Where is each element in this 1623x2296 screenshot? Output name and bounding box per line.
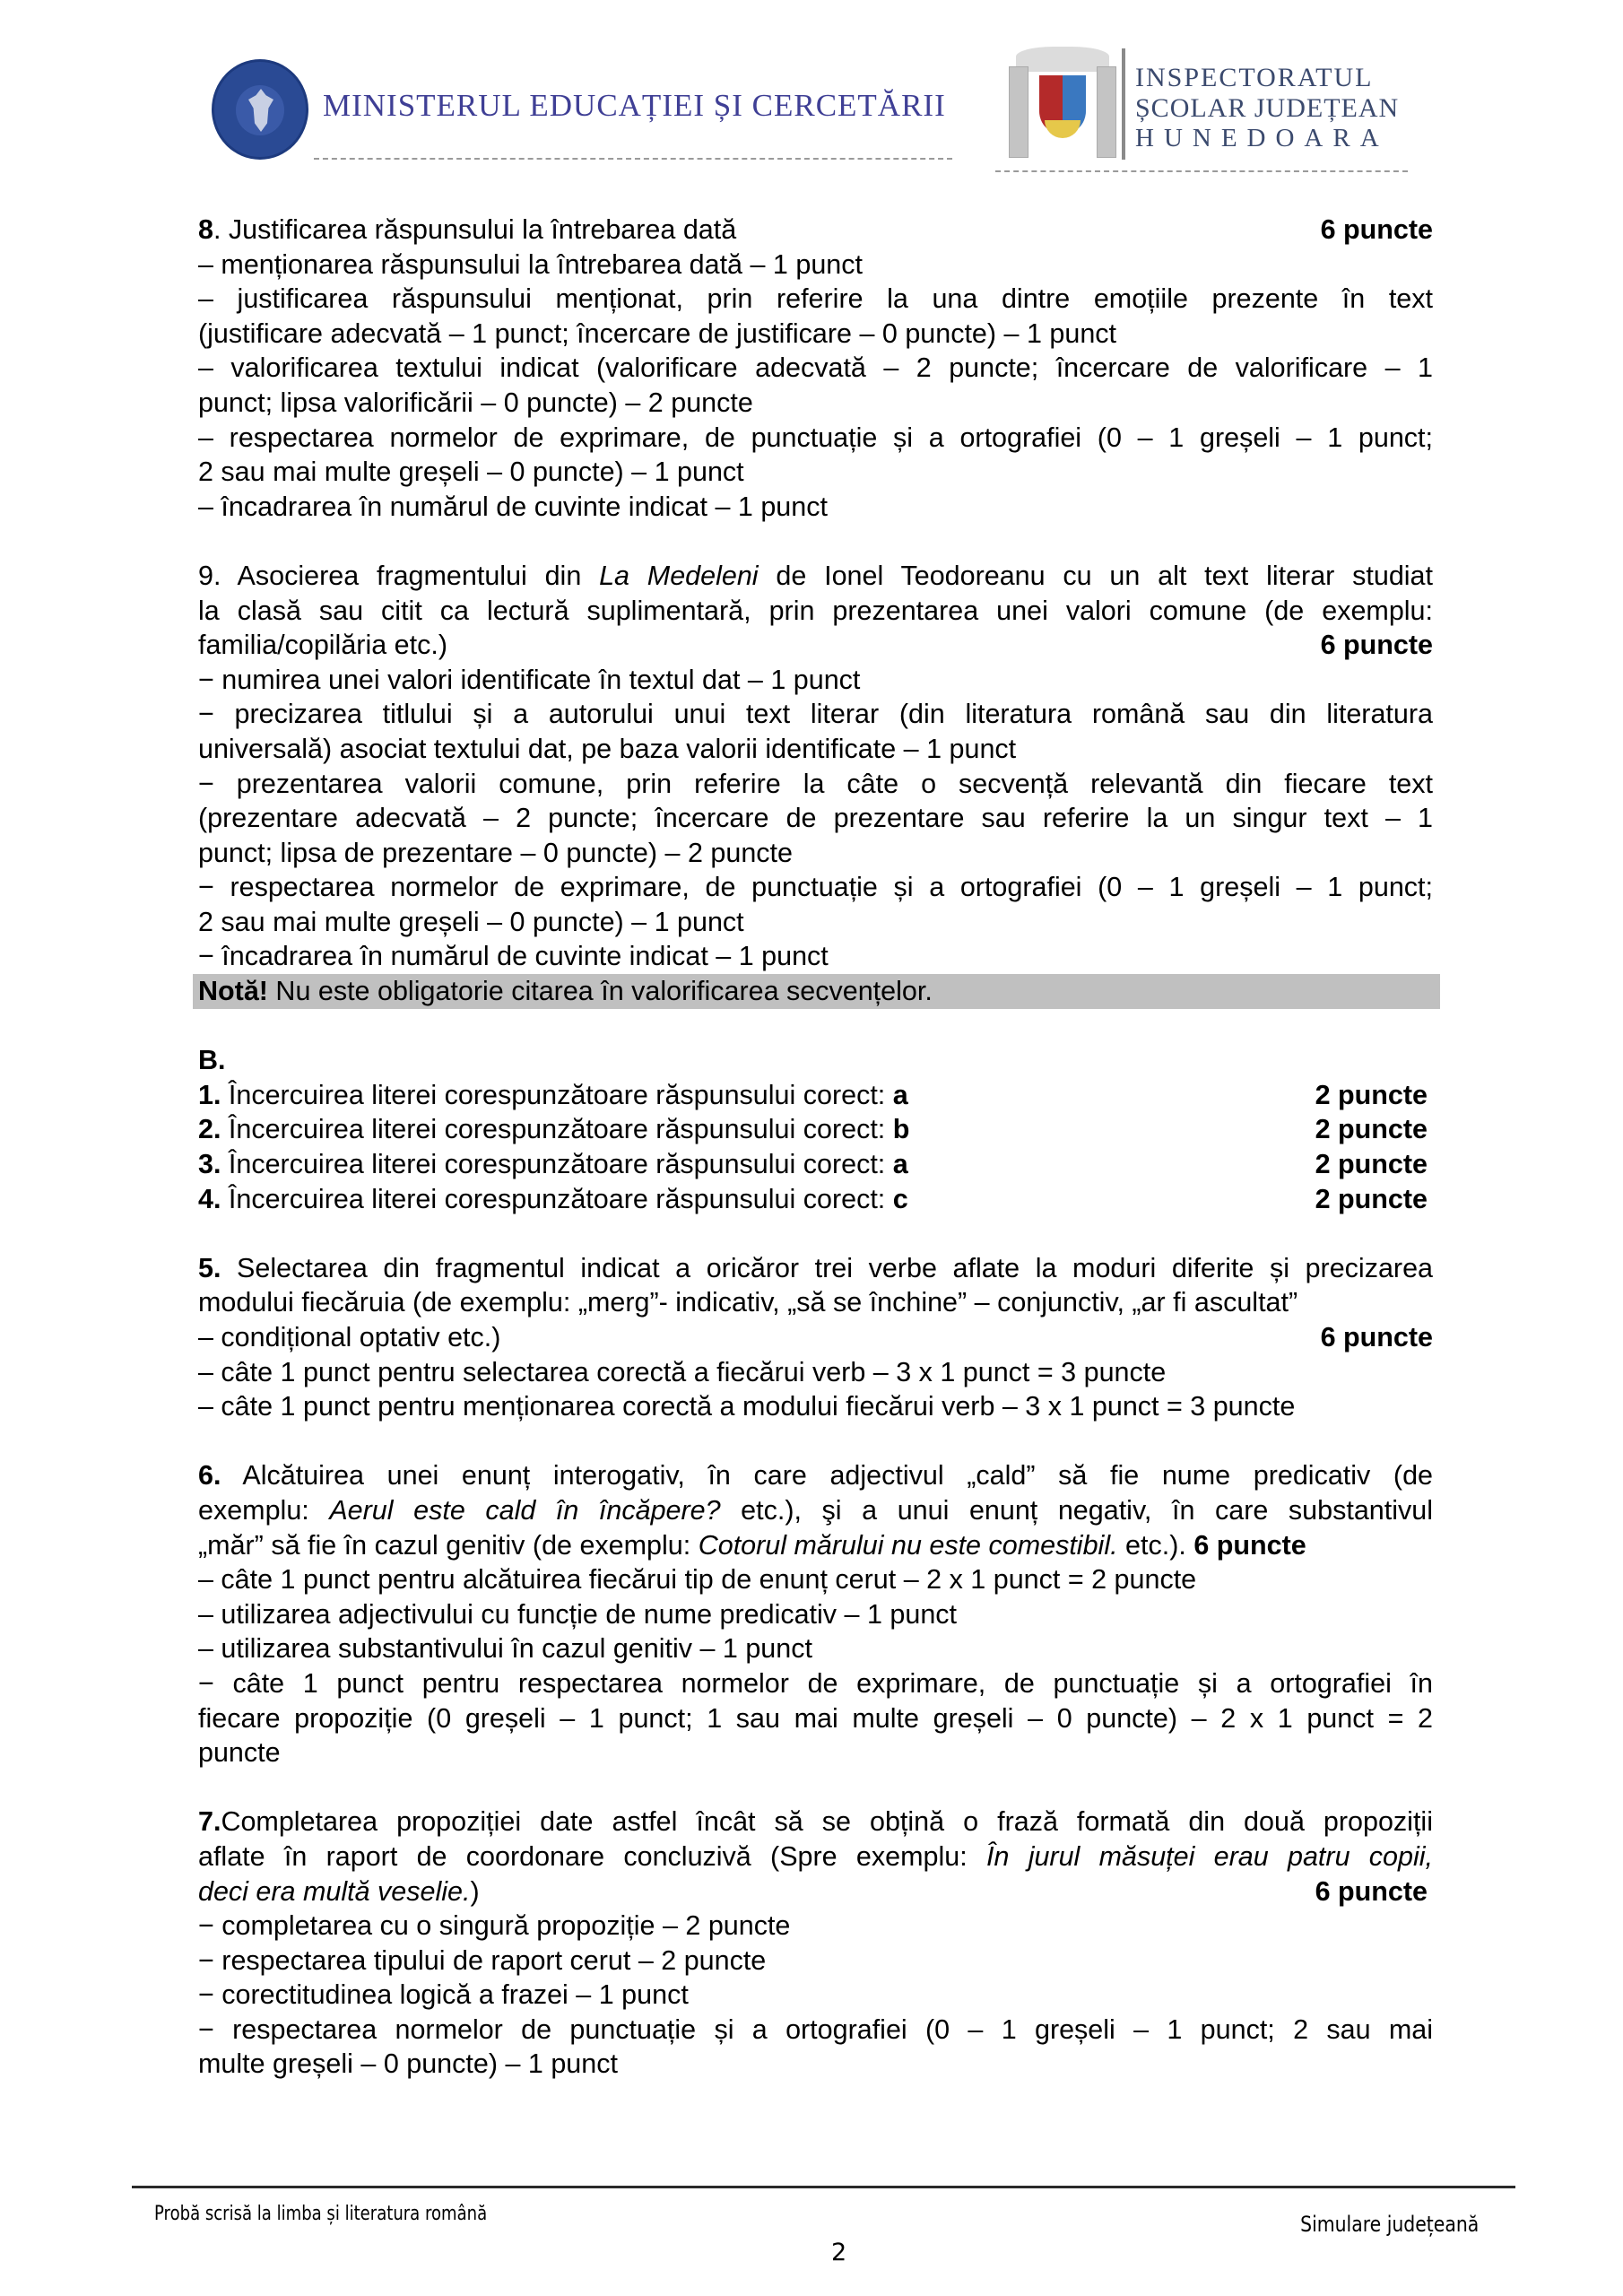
item8-criterion: – justificarea răspunsului menționat, prin referire la una dintre emoțiile prezente în text <box>198 283 1433 315</box>
item9-criterion: (prezentare adecvată – 2 puncte; încercare de prezentare sau referire la un singur text – 1 <box>198 803 1433 834</box>
mc-item-answer: a <box>892 1079 908 1110</box>
footer-exam-type: Simulare județeană <box>1299 2212 1479 2237</box>
b7-number: 7. <box>198 1806 221 1838</box>
mc-item-text: Încercuirea literei corespunzătoare răspunsului corect: <box>221 1114 893 1145</box>
b7-title-line3 <box>198 1874 1433 1909</box>
page-header <box>0 0 1623 179</box>
item9-title-line2: la clasă sau citit ca lectură suplimentară, prin prezentarea unei valori comune (de exemplu: <box>198 595 1433 626</box>
item9-criterion: punct; lipsa de prezentare – 0 puncte) – 2 puncte <box>198 837 793 868</box>
b6-example: Aerul este cald în încăpere? <box>329 1494 721 1526</box>
b5-title-line2: modului fiecăruia (de exemplu: „merg”- indicativ, „să se închine” – conjunctiv, „ar fi ascultat” <box>198 1287 1298 1318</box>
item9-criterion: − prezentarea valorii comune, prin referire la câte o secvență relevantă din fiecare text <box>198 768 1433 799</box>
item9-text: de Ionel Teodoreanu cu un alt text literar studiat <box>758 560 1433 591</box>
open-book-icon <box>1016 47 1109 72</box>
b7-criterion: multe greșeli – 0 puncte) – 1 punct <box>198 2048 618 2080</box>
b7-example: În jurul măsuței erau patru copii, <box>985 1840 1434 1872</box>
item8-number: 8 <box>198 214 213 245</box>
b7-criterion: − respectarea normelor de punctuație și a ortografiei (0 – 1 greșeli – 1 punct; 2 sau mai <box>198 2013 1433 2045</box>
header-divider-right <box>995 170 1408 172</box>
item8-criterion: – respectarea normelor de exprimare, de punctuație și a ortografiei (0 – 1 greșeli – 1 punct; <box>198 422 1433 453</box>
item8-criterion: – valorificarea textului indicat (valorificare adecvată – 2 puncte; încercare de valorificare – 1 <box>198 352 1433 384</box>
b6-criterion: – utilizarea substantivului în cazul genitiv – 1 punct <box>198 1633 812 1665</box>
section-b-heading <box>198 1043 1433 1078</box>
b5-number: 5. <box>198 1252 221 1283</box>
column-right-icon <box>1097 66 1116 158</box>
mc-item <box>198 1182 1433 1217</box>
b5-points: 6 puncte <box>1320 1322 1433 1352</box>
footer-exam-title: Probă scrisă la limba și literatura română <box>154 2203 488 2225</box>
mc-item <box>198 1078 1433 1113</box>
b6-criterion: – câte 1 punct pentru alcătuirea fiecărui tip de enunț cerut – 2 x 1 punct = 2 puncte <box>198 1564 1197 1596</box>
mc-item-answer: b <box>892 1114 910 1145</box>
b7-text: aflate în raport de coordonare concluzivă (Spre exemplu: <box>198 1840 986 1872</box>
footer-divider <box>132 2186 1515 2188</box>
inspectorate-logo-icon <box>1009 47 1116 161</box>
b7-text: Completarea propoziției date astfel încât să se obțină o frază formată din două propoziții <box>221 1806 1433 1838</box>
b6-text: etc.), şi a unui enunț negativ, în care substantivul <box>720 1494 1433 1526</box>
b5-criterion: – câte 1 punct pentru menționarea corectă a modului fiecărui verb – 3 x 1 punct = 3 puncte <box>198 1391 1296 1422</box>
page-number: 2 <box>831 2239 847 2266</box>
mc-item-text: Încercuirea literei corespunzătoare răspunsului corect: <box>221 1183 893 1214</box>
logo-separator <box>1122 48 1125 160</box>
b6-title-line1 <box>198 1458 1433 1493</box>
note-text: Nu este obligatorie citarea în valorificarea secvențelor. <box>267 976 933 1007</box>
b6-title-line2 <box>198 1493 1433 1528</box>
b6-criterion: fiecare propoziție (0 greșeli – 1 punct; 1 sau mai multe greșeli – 0 puncte) – 2 x 1 punct = 2 <box>198 1702 1433 1734</box>
item8-criterion: – menționarea răspunsului la întrebarea dată – 1 punct <box>198 248 863 280</box>
b7-criterion: − respectarea tipului de raport cerut – 2 puncte <box>198 1944 767 1976</box>
mc-item-points: 2 puncte <box>1315 1114 1428 1145</box>
mc-item-number: 2. <box>198 1114 221 1145</box>
mc-item-number: 3. <box>198 1149 221 1180</box>
mc-item-text: Încercuirea literei corespunzătoare răspunsului corect: <box>221 1079 893 1110</box>
mc-item-points: 2 puncte <box>1315 1149 1428 1180</box>
item8-criterion: (justificare adecvată – 1 punct; încercare de justificare – 0 puncte) – 1 punct <box>198 317 1117 349</box>
item8-criterion: 2 sau mai multe greșeli – 0 puncte) – 1 punct <box>198 457 744 488</box>
item9-criterion: − numirea unei valori identificate în textul dat – 1 punct <box>198 664 861 695</box>
mc-item-points: 2 puncte <box>1315 1183 1428 1214</box>
b6-title-line3 <box>198 1528 1433 1563</box>
item9-text: familia/copilăria etc.) <box>198 630 447 661</box>
book-title: La Medeleni <box>599 560 759 591</box>
b7-title-line1 <box>198 1805 1433 1839</box>
b6-text: exemplu: <box>198 1494 330 1526</box>
item8-criterion: – încadrarea în numărul de cuvinte indicat – 1 punct <box>198 491 828 522</box>
mc-item-number: 4. <box>198 1183 221 1214</box>
b7-criterion: − completarea cu o singură propoziție – 2 puncte <box>198 1910 791 1942</box>
b7-points: 6 puncte <box>1315 1875 1428 1907</box>
b7-title-line2 <box>198 1839 1433 1874</box>
inspectorate-name-line1: INSPECTORATUL <box>1135 63 1374 92</box>
item8-title-text: . Justificarea răspunsului la întrebarea dată <box>213 214 737 245</box>
item8-points: 6 puncte <box>1320 214 1433 245</box>
b6-criterion: – utilizarea adjectivului cu funcție de nume predicativ – 1 punct <box>198 1598 958 1630</box>
b6-criterion: puncte <box>198 1737 281 1769</box>
mc-item-number: 1. <box>198 1079 221 1110</box>
item9-criterion: universală) asociat textului dat, pe baza valorii identificate – 1 punct <box>198 733 1017 764</box>
romanian-government-seal-icon <box>212 59 308 160</box>
grading-scheme-body <box>198 213 1433 2082</box>
item8-criterion: punct; lipsa valorificării – 0 puncte) – 2 puncte <box>198 387 753 418</box>
mc-item-answer: c <box>892 1183 908 1214</box>
shield-base-icon <box>1045 120 1081 138</box>
mc-item-text: Încercuirea literei corespunzătoare răspunsului corect: <box>221 1149 893 1180</box>
b5-criterion: – câte 1 punct pentru selectarea corectă a fiecărui verb – 3 x 1 punct = 3 puncte <box>198 1356 1167 1387</box>
b6-text: Alcătuirea unei enunț interogativ, în care adjectivul „cald” să fie nume predicativ (de <box>221 1460 1433 1492</box>
b5-title-line3 <box>198 1320 1433 1355</box>
b6-number: 6. <box>198 1460 221 1492</box>
b6-example: Cotorul mărului nu este comestibil. <box>698 1529 1118 1561</box>
mc-item <box>198 1112 1433 1147</box>
b6-criterion: − câte 1 punct pentru respectarea normelor de exprimare, de punctuație și a ortografiei în <box>198 1667 1433 1699</box>
mc-item-answer: a <box>892 1149 908 1180</box>
column-left-icon <box>1009 66 1028 158</box>
b7-criterion: − corectitudinea logică a frazei – 1 punct <box>198 1979 689 2011</box>
mc-item-points: 2 puncte <box>1315 1079 1428 1110</box>
section-b-label: B. <box>198 1045 226 1076</box>
item9-criterion: − încadrarea în numărul de cuvinte indicat – 1 punct <box>198 941 829 972</box>
item8-title <box>198 213 1433 248</box>
item9-criterion: − respectarea normelor de exprimare, de punctuație și a ortografiei (0 – 1 greșeli – 1 punct; <box>198 872 1433 903</box>
b7-example: deci era multă veselie. <box>198 1875 471 1907</box>
b6-points: 6 puncte <box>1193 1529 1306 1561</box>
b5-title-line1 <box>198 1251 1433 1286</box>
item9-text: 9. Asocierea fragmentului din <box>198 560 600 591</box>
b5-text: Selectarea din fragmentul indicat a oricăror trei verbe aflate la moduri diferite și precizarea <box>221 1252 1433 1283</box>
b7-text: ) <box>470 1875 480 1907</box>
mc-item <box>198 1147 1433 1182</box>
ministry-name: MINISTERUL EDUCAȚIEI ȘI CERCETĂRII <box>323 88 946 123</box>
b6-text: „măr” să fie în cazul genitiv (de exemplu: <box>198 1529 699 1561</box>
item9-note <box>193 974 1440 1009</box>
header-divider-left <box>314 158 952 160</box>
item9-title-line3 <box>198 628 1433 663</box>
note-label: Notă! <box>198 976 268 1007</box>
item9-criterion: − precizarea titlului și a autorului unui text literar (din literatura română sau din literatura <box>198 699 1433 730</box>
item9-criterion: 2 sau mai multe greșeli – 0 puncte) – 1 punct <box>198 906 744 937</box>
item9-title-line1 <box>198 559 1433 594</box>
inspectorate-name-line3: HUNEDOARA <box>1135 124 1389 152</box>
inspectorate-name-line2: ȘCOLAR JUDEȚEAN <box>1135 93 1400 123</box>
b6-text: etc.). <box>1117 1529 1194 1561</box>
item9-points: 6 puncte <box>1320 630 1433 661</box>
b5-text: – condițional optativ etc.) <box>198 1322 501 1352</box>
